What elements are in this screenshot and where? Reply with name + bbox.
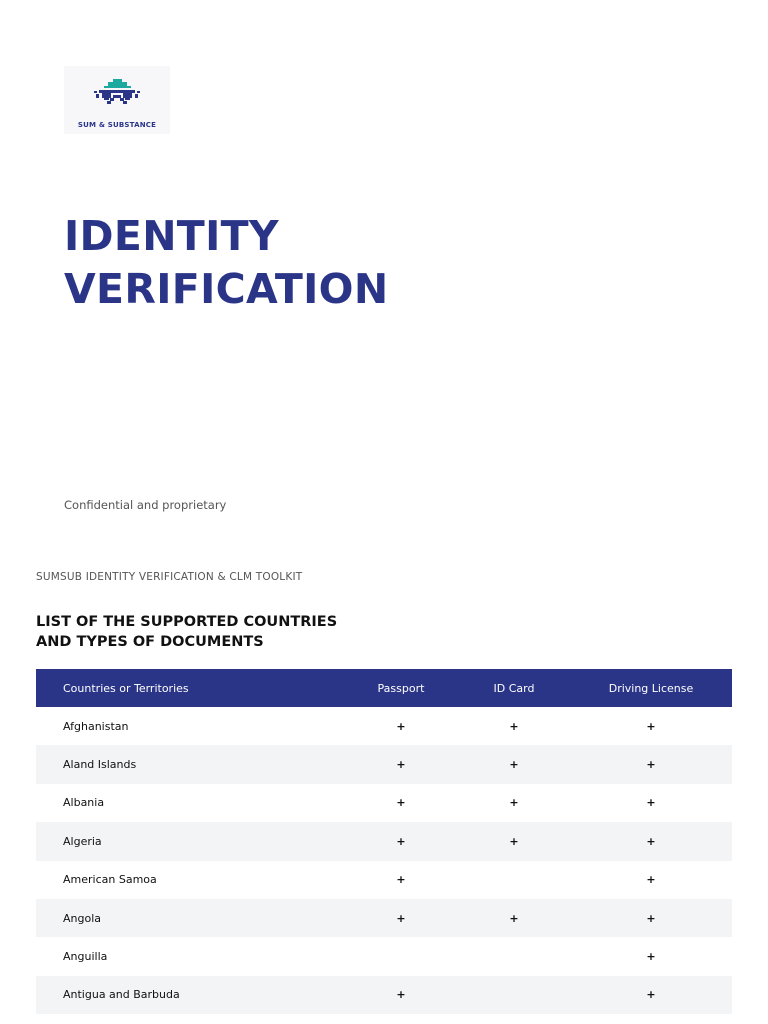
driving-license-cell: + xyxy=(646,796,656,810)
section-header: SUMSUB IDENTITY VERIFICATION & CLM TOOLKIT xyxy=(36,571,303,583)
passport-cell: + xyxy=(396,873,406,887)
table-row xyxy=(36,976,732,1014)
driving-license-cell: + xyxy=(646,988,656,1002)
country-name: Antigua and Barbuda xyxy=(63,988,180,1002)
header-passport: Passport xyxy=(377,681,425,695)
passport-cell: + xyxy=(396,834,406,848)
id-card-cell: + xyxy=(509,796,519,810)
driving-license-cell: + xyxy=(646,873,656,887)
country-name: American Samoa xyxy=(63,873,157,887)
passport-cell: + xyxy=(396,796,406,810)
driving-license-cell: + xyxy=(646,758,656,772)
country-name: Aland Islands xyxy=(63,758,137,772)
driving-license-cell: + xyxy=(646,834,656,848)
driving-license-cell: + xyxy=(646,719,656,733)
passport-cell: + xyxy=(396,758,406,772)
country-name: Angola xyxy=(63,911,102,925)
header-driving-license: Driving License xyxy=(608,681,694,695)
table-row xyxy=(36,707,732,745)
document-title xyxy=(64,210,388,316)
list-title-line-2: AND TYPES OF DOCUMENTS xyxy=(36,634,264,650)
title-line-2: VERIFICATION xyxy=(64,265,389,313)
driving-license-cell: + xyxy=(646,950,656,964)
passport-cell: + xyxy=(396,719,406,733)
country-name: Anguilla xyxy=(63,950,108,964)
company-logo xyxy=(64,66,170,134)
table-row xyxy=(36,937,732,975)
table-row xyxy=(36,784,732,822)
driving-license-cell: + xyxy=(646,911,656,925)
country-name: Albania xyxy=(63,796,105,810)
id-card-cell: + xyxy=(509,758,519,772)
table-row xyxy=(36,822,732,860)
table-row xyxy=(36,899,732,937)
table-row xyxy=(36,861,732,899)
list-title xyxy=(36,612,337,652)
passport-cell: + xyxy=(396,911,406,925)
list-title-line-1: LIST OF THE SUPPORTED COUNTRIES xyxy=(36,614,338,630)
country-name: Afghanistan xyxy=(63,719,129,733)
country-name: Algeria xyxy=(63,834,102,848)
confidential-note: Confidential and proprietary xyxy=(64,498,227,512)
header-countries: Countries or Territories xyxy=(63,681,189,695)
table-header xyxy=(36,669,732,707)
countries-table xyxy=(36,669,732,1014)
id-card-cell: + xyxy=(509,719,519,733)
title-line-1: IDENTITY xyxy=(64,212,279,260)
table-row xyxy=(36,745,732,783)
passport-cell: + xyxy=(396,988,406,1002)
id-card-cell: + xyxy=(509,834,519,848)
hat-and-glasses-logo-icon xyxy=(90,78,144,118)
logo-wordmark: SUM & SUBSTANCE xyxy=(77,121,157,129)
id-card-cell: + xyxy=(509,911,519,925)
header-id-card: ID Card xyxy=(493,681,535,695)
